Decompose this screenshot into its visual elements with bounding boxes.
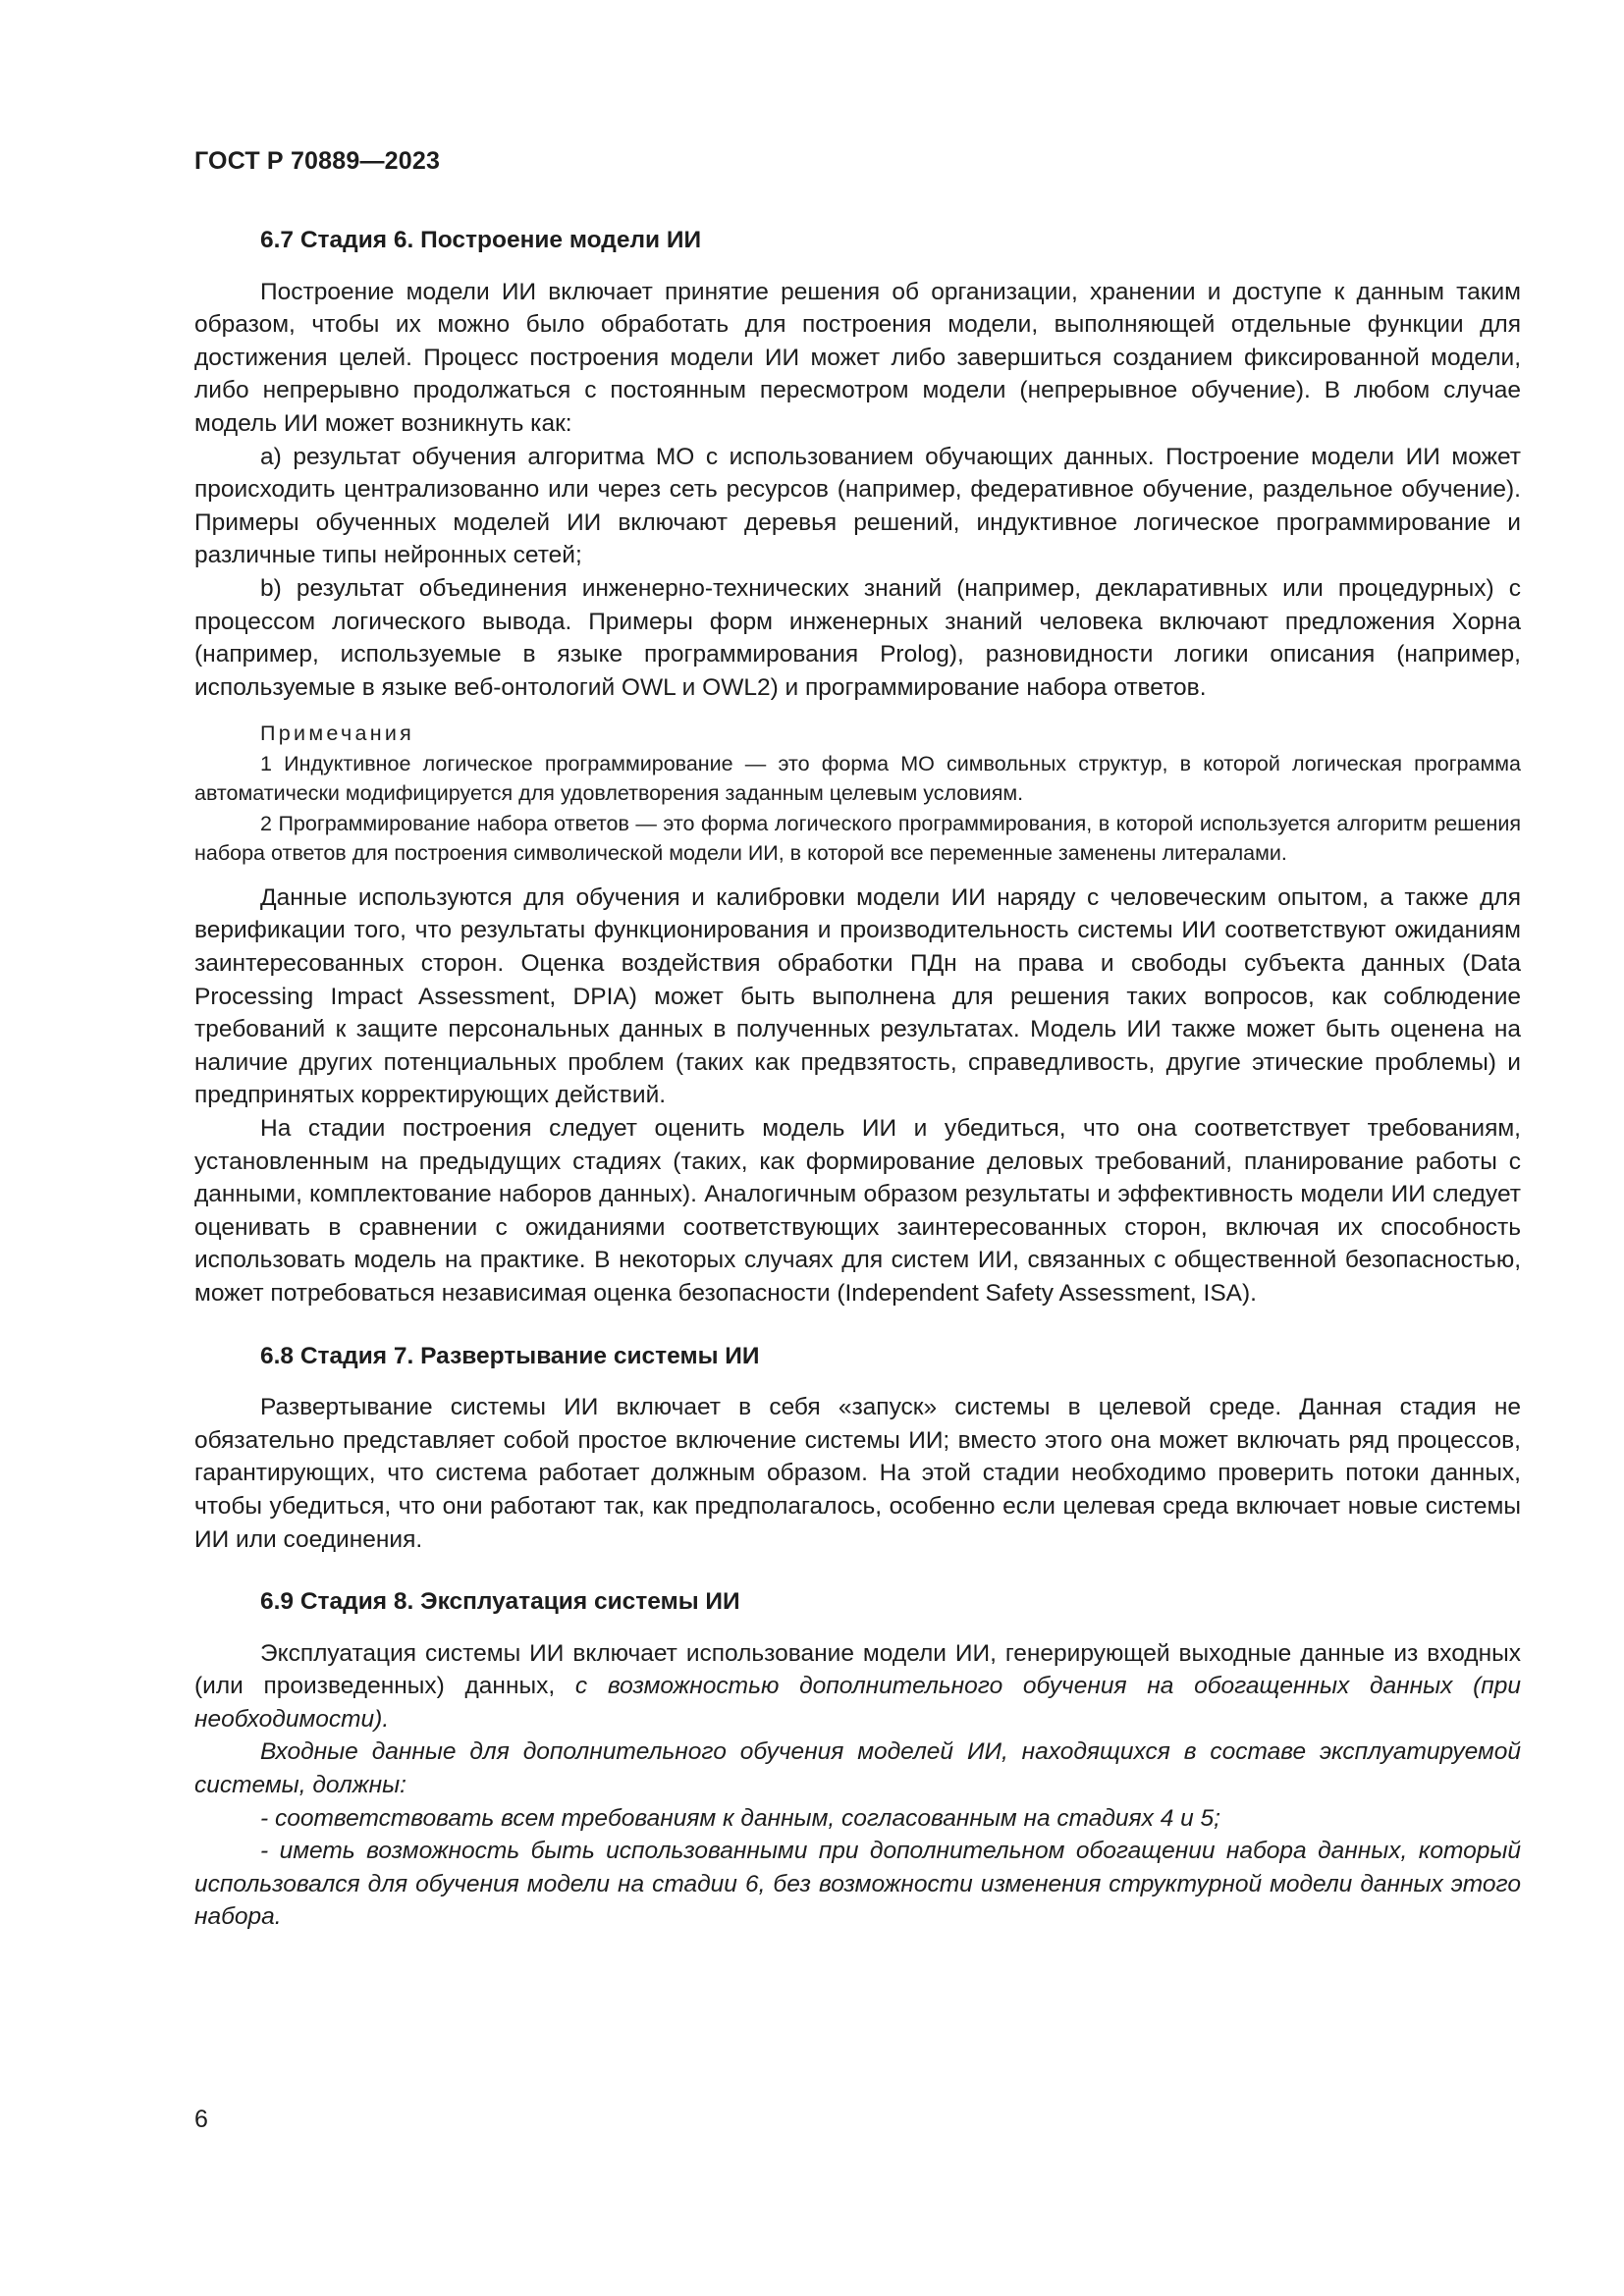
page-content: [194, 224, 1521, 1934]
requirement-dash-1: - соответствовать всем требованиям к данным, согласованным на стадиях 4 и 5;: [260, 1804, 1220, 1832]
section-6-9-paragraph-2: Входные данные для дополнительного обучения моделей ИИ, находящихся в составе эксплуатируемой системы, должны:: [194, 1738, 1521, 1799]
note-2: 2 Программирование набора ответов — это форма логического программирования, в которой используется алгоритм решения набора ответов для построения символической модели ИИ, в которой все переменные заменены литералами.: [194, 811, 1521, 866]
list-item-a: a) результат обучения алгоритма МО с использованием обучающих данных. Построение модели ИИ может происходить централизованно или через сеть ресурсов (например, федеративное обучение, раздельное обучение). Примеры обученных моделей ИИ включают деревья решений, индуктивное логическое программирование и различные типы нейронных сетей;: [194, 443, 1521, 569]
note-1: 1 Индуктивное логическое программирование — это форма МО символьных структур, в которой логическая программа автоматически модифицируется для удовлетворения заданным целевым условиям.: [194, 751, 1521, 806]
section-6-7-paragraph-3: На стадии построения следует оценить модель ИИ и убедиться, что она соответствует требованиям, установленным на предыдущих стадиях (таких, как формирование деловых требований, планирование работы с данными, комплектование наборов данных). Аналогичным образом результаты и эффективность модели ИИ следует оценивать в сравнении с ожиданиями соответствующих заинтересованных сторон, включая их способность использовать модель на практике. В некоторых случаях для систем ИИ, связанных с общественной безопасностью, может потребоваться независимая оценка безопасности (Independent Safety Assessment, ISA).: [194, 1114, 1521, 1307]
notes-label: Примечания: [260, 721, 415, 746]
section-6-9-paragraph-1-regular: Эксплуатация системы ИИ включает использование модели ИИ, генерирующей выходные данные из входных (или произведенных) данных,: [194, 1639, 1521, 1700]
document-header: ГОСТ Р 70889—2023: [194, 147, 441, 175]
notes-block: [194, 719, 1521, 869]
section-6-8-paragraph-1: Развертывание системы ИИ включает в себя «запуск» системы в целевой среде. Данная стадия не обязательно представляет собой простое включение системы ИИ; вместо этого она может включать ряд процессов, гарантирующих, что система работает должным образом. На этой стадии необходимо проверить потоки данных, чтобы убедиться, что они работают так, как предполагалось, особенно если целевая среда включает новые системы ИИ или соединения.: [194, 1394, 1521, 1553]
section-6-7-paragraph-2: Данные используются для обучения и калибровки модели ИИ наряду с человеческим опытом, а также для верификации того, что результаты функционирования и производительность системы ИИ соответствуют ожиданиям заинтересованных сторон. Оценка воздействия обработки ПДн на права и свободы субъекта данных (Data Processing Impact Assessment, DPIA) может быть выполнена для решения таких вопросов, как соблюдение требований к защите персональных данных в полученных результатах. Модель ИИ также может быть оценена на наличие других потенциальных проблем (таких как предвзятость, справедливость, другие этические проблемы) и предпринятых корректирующих действий.: [194, 883, 1521, 1109]
list-item-b: b) результат объединения инженерно-технических знаний (например, декларативных или процедурных) с процессом логического вывода. Примеры форм инженерных знаний человека включают предложения Хорна (например, используемые в языке программирования Prolog), разновидности логики описания (например, используемые в языке веб-онтологий OWL и OWL2) и программирование набора ответов.: [194, 574, 1521, 701]
section-6-7-heading: 6.7 Стадия 6. Построение модели ИИ: [260, 227, 702, 253]
requirement-dash-2: - иметь возможность быть использованными при дополнительном обогащении набора данных, который использовался для обучения модели на стадии 6, без возможности изменения структурной модели данных этого набора.: [194, 1838, 1521, 1931]
section-6-9-paragraph-1: [194, 1637, 1521, 1736]
section-6-7-paragraph-1: Построение модели ИИ включает принятие решения об организации, хранении и доступе к данным таким образом, чтобы их можно было обработать для построения модели, выполняющей отдельные функции для достижения целей. Процесс построения модели ИИ может либо завершиться созданием фиксированной модели, либо непрерывно продолжаться с постоянным пересмотром модели (непрерывное обучение). В любом случае модель ИИ может возникнуть как:: [194, 278, 1521, 437]
section-6-9-heading: 6.9 Стадия 8. Эксплуатация системы ИИ: [260, 1588, 740, 1616]
page-number: 6: [194, 2106, 208, 2133]
section-6-8-heading: 6.8 Стадия 7. Развертывание системы ИИ: [260, 1342, 760, 1369]
section-6-9-paragraph-1-italic: с возможностью дополнительного обучения на обогащенных данных (при необходимости).: [194, 1673, 1521, 1733]
